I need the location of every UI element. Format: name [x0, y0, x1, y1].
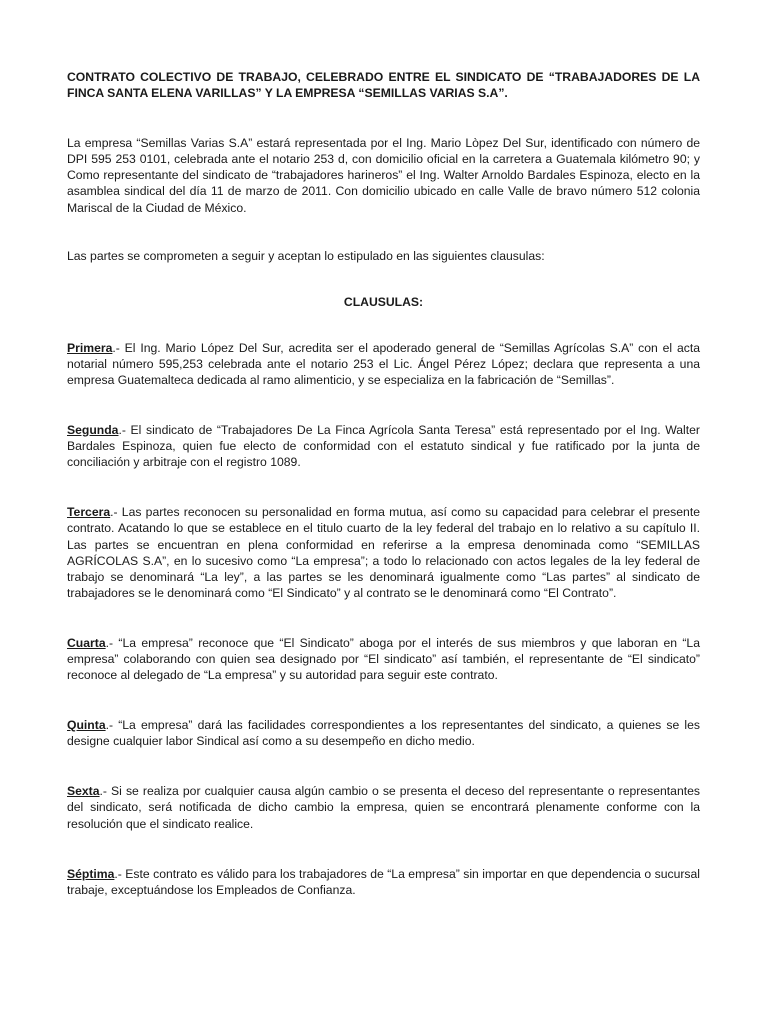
clause-name: Cuarta — [67, 635, 106, 650]
clause-text: .- Este contrato es válido para los trabajadores de “La empresa” sin importar en que dependencia o sucursal trabaje, exceptuándose los Empleados de Confianza. — [67, 866, 700, 897]
clause-name: Primera — [67, 340, 113, 355]
clause-text: .- “La empresa” dará las facilidades correspondientes a los representantes del sindicato, a quienes se les designe cualquier labor Sindical así como a su desempeño en dicho medio. — [67, 718, 700, 749]
clause-text: .- Si se realiza por cualquier causa algún cambio o se presenta el deceso del representante o representantes del sindicato, será notificada de dicho cambio la empresa, quien se encontrará plenamente conforme con la resolución que el sindicato realice. — [67, 784, 700, 831]
clauses-list — [67, 340, 700, 898]
clause-septima — [67, 866, 700, 898]
clause-tercera — [67, 504, 700, 601]
clause-text: .- El sindicato de “Trabajadores De La Finca Agrícola Santa Teresa” está representado por el Ing. Walter Bardales Espinoza, quien fue electo de conformidad con el estatuto sindical y fue ratificado por la junta de conciliación y arbitraje con el registro 1089. — [67, 423, 700, 470]
clause-text: .- El Ing. Mario López Del Sur, acredita ser el apoderado general de “Semillas Agrícolas S.A” con el acta notarial número 595,253 celebrada ante el notario 253 el Lic. Ángel Pérez López; declara que representa a una empresa Guatemalteca dedicada al ramo alimenticio, y se especializa en la fabricación de “Semillas”. — [67, 340, 700, 387]
clause-name: Séptima — [67, 866, 115, 881]
document-page — [67, 69, 700, 898]
clause-text: .- “La empresa” reconoce que “El Sindicato” aboga por el interés de sus miembros y que laboran en “La empresa” colaborando con quien sea designado por “El sindicato” así también, el representante de “El sindicato” reconoce al delegado de “La empresa” y su autoridad para seguir este contrato. — [67, 635, 700, 683]
clause-primera — [67, 340, 700, 388]
clause-text: .- Las partes reconocen su personalidad en forma mutua, así como su capacidad para celebrar el presente contrato. Acatando lo que se establece en el titulo cuarto de la ley federal del trabajo en lo relativo a su capítulo II. Las partes se encuentran en plena conformidad en referirse a la empresa denominada como “SEMILLAS AGRÍCOLAS S.A”, en lo sucesivo como “La empresa”; a todo lo relacionado con actos legales de la ley federal de trabajo se denominará “La ley”, a las partes se les denominará igualmente como “Las partes” al sindicato de trabajadores se le denominará como “El Sindicato” y al contrato se le denominará como “El Contrato”. — [67, 505, 700, 600]
parties-note: Las partes se comprometen a seguir y aceptan lo estipulado en las siguientes clausulas: — [67, 248, 545, 263]
clause-name: Segunda — [67, 423, 119, 438]
clause-cuarta — [67, 635, 700, 683]
clause-segunda — [67, 422, 700, 470]
clause-name: Sexta — [67, 784, 100, 799]
clause-name: Tercera — [67, 505, 111, 520]
intro-paragraph: La empresa “Semillas Varias S.A” estará representada por el Ing. Mario Lòpez Del Sur, identificado con número de DPI 595 253 0101, celebrada ante el notario 253 d, con domicilio oficial en la carretera a Guatemala kilómetro 90; y Como representante del sindicato de “trabajadores harineros” el Ing. Walter Arnoldo Bardales Espinoza, electo en la asamblea sindical del día 11 de marzo de 2011. Con domicilio ubicado en calle Valle de bravo número 512 colonia Mariscal de la Ciudad de México. — [67, 136, 700, 215]
clause-quinta — [67, 717, 700, 749]
clause-sexta — [67, 783, 700, 831]
clause-name: Quinta — [67, 718, 106, 733]
document-title: CONTRATO COLECTIVO DE TRABAJO, CELEBRADO ENTRE EL SINDICATO DE “TRABAJADORES DE LA FINCA SANTA ELENA VARILLAS” Y LA EMPRESA “SEMILLAS VARIAS S.A”. — [67, 70, 700, 101]
clauses-heading: CLAUSULAS: — [343, 294, 424, 309]
